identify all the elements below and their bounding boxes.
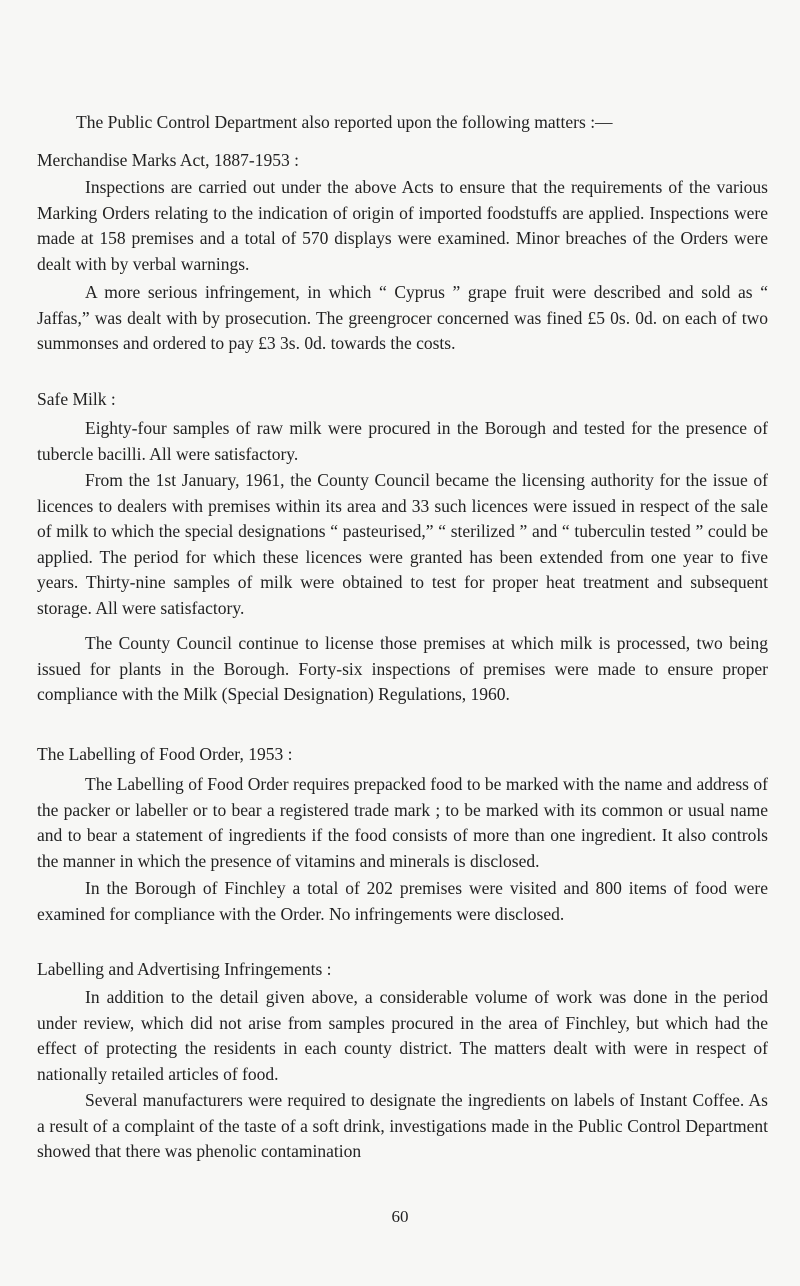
paragraph: Inspections are carried out under the above Acts to ensure that the requirements of the various Marking Orders relating to the indication of origin of imported foodstuffs are applied. Inspections were made at 158 premises and a total of 570 displays were examined. Minor breaches of the Orders were dealt with by verbal warnings. <box>37 177 768 274</box>
paragraph: From the 1st January, 1961, the County Council became the licensing authority for the issue of licences to dealers with premises within its area and 33 such licences were issued in respect of the sale of milk to which the special designations “ pasteurised,” “ sterilized ” and “ tuberculin tested ” could be applied. The period for which these licences were granted has been extended from one year to five years. Thirty-nine samples of milk were obtained to test for proper heat treatment and subsequent storage. All were satisfactory. <box>37 470 768 618</box>
paragraph: The County Council continue to license those premises at which milk is processed, two being issued for plants in the Borough. Forty-six inspections of premises were made to ensure proper compliance with the Milk (Special Designation) Regulations, 1960. <box>37 633 768 705</box>
intro-line: The Public Control Department also reported upon the following matters :— <box>76 112 613 132</box>
section-heading-safe-milk: Safe Milk : <box>37 389 116 409</box>
page-number: 60 <box>391 1207 409 1226</box>
paragraph: A more serious infringement, in which “ Cyprus ” grape fruit were described and sold as “ Jaffas,” was dealt with by prosecution. The greengrocer concerned was fined £5 0s. 0d. on each of two summonses and ordered to pay £3 3s. 0d. towards the costs. <box>37 282 768 354</box>
paragraph: Eighty-four samples of raw milk were procured in the Borough and tested for the presence of tubercle bacilli. All were satisfactory. <box>37 418 768 464</box>
section-heading-merchandise-marks: Merchandise Marks Act, 1887-1953 : <box>37 150 299 170</box>
section-heading-labelling-food-order: The Labelling of Food Order, 1953 : <box>37 744 293 764</box>
section-heading-labelling-advertising: Labelling and Advertising Infringements : <box>37 959 332 979</box>
paragraph: In the Borough of Finchley a total of 202 premises were visited and 800 items of food were examined for compliance with the Order. No infringements were disclosed. <box>37 878 768 924</box>
paragraph: The Labelling of Food Order requires prepacked food to be marked with the name and address of the packer or labeller or to bear a registered trade mark ; to be marked with its common or usual name and to bear a statement of ingredients if the food consists of more than one ingredient. It also controls the manner in which the presence of vitamins and minerals is disclosed. <box>37 774 768 871</box>
paragraph: Several manufacturers were required to designate the ingredients on labels of Instant Coffee. As a result of a complaint of the taste of a soft drink, investigations made in the Public Control Department showed that there was phenolic contamination <box>37 1090 768 1162</box>
paragraph: In addition to the detail given above, a considerable volume of work was done in the period under review, which did not arise from samples procured in the area of Finchley, but which had the effect of protecting the residents in each county district. The matters dealt with were in respect of nationally retailed articles of food. <box>37 987 768 1084</box>
